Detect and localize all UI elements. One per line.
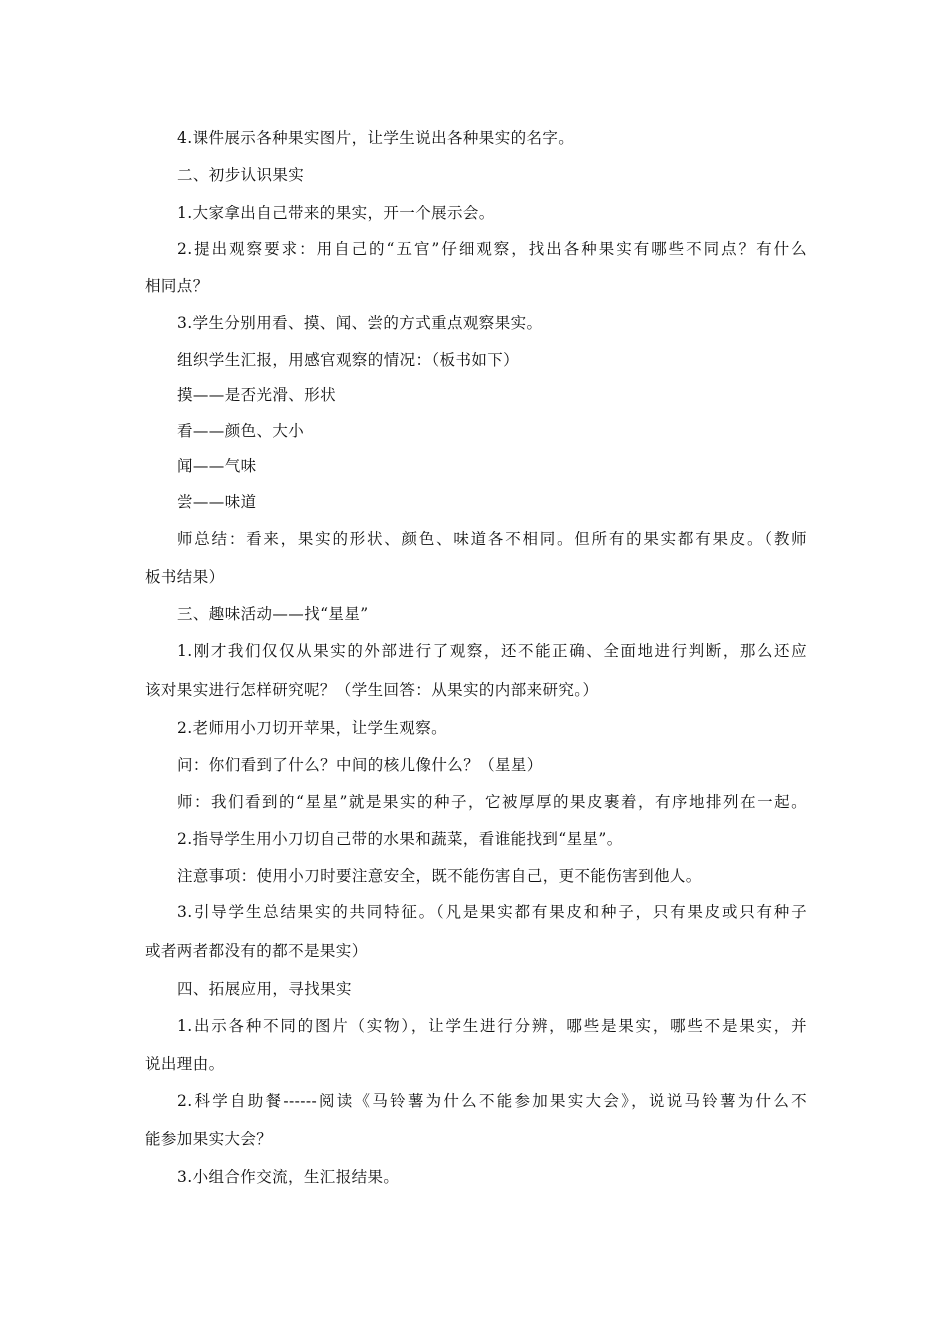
text-line: 3.学生分别用看、摸、闻、尝的方式重点观察果实。 xyxy=(177,314,543,332)
text-line: 3.小组合作交流，生汇报结果。 xyxy=(177,1168,400,1186)
text-line: 相同点？ xyxy=(145,277,209,295)
text-line: 该对果实进行怎样研究呢？（学生回答：从果实的内部来研究。） xyxy=(145,681,599,699)
section-heading: 二、初步认识果实 xyxy=(177,166,305,184)
text-line: 闻——气味 xyxy=(177,457,257,475)
section-heading: 四、拓展应用，寻找果实 xyxy=(177,980,352,998)
text-line: 4.课件展示各种果实图片，让学生说出各种果实的名字。 xyxy=(177,129,575,147)
text-line: 1.出示各种不同的图片（实物），让学生进行分辨，哪些是果实，哪些不是果实，并 xyxy=(177,1017,807,1035)
text-line: 组织学生汇报，用感官观察的情况：（板书如下） xyxy=(177,351,520,369)
text-line: 2.老师用小刀切开苹果，让学生观察。 xyxy=(177,719,447,737)
text-line: 问：你们看到了什么？中间的核儿像什么？（星星） xyxy=(177,756,543,774)
text-line: 1.刚才我们仅仅从果实的外部进行了观察，还不能正确、全面地进行判断，那么还应 xyxy=(177,642,807,660)
text-line: 师：我们看到的“星星”就是果实的种子，它被厚厚的果皮裹着，有序地排列在一起。 xyxy=(177,793,807,811)
text-line: 师总结：看来，果实的形状、颜色、味道各不相同。但所有的果实都有果皮。（教师 xyxy=(177,530,807,548)
text-line: 摸——是否光滑、形状 xyxy=(177,386,337,404)
text-line: 1.大家拿出自己带来的果实，开一个展示会。 xyxy=(177,204,495,222)
text-line: 或者两者都没有的都不是果实） xyxy=(145,942,368,960)
text-line: 能参加果实大会？ xyxy=(145,1130,273,1148)
text-line: 2.科学自助餐------阅读《马铃薯为什么不能参加果实大会》，说说马铃薯为什么不 xyxy=(177,1092,807,1110)
text-line: 注意事项：使用小刀时要注意安全，既不能伤害自己，更不能伤害到他人。 xyxy=(177,867,702,885)
text-line: 3.引导学生总结果实的共同特征。（凡是果实都有果皮和种子，只有果皮或只有种子 xyxy=(177,903,807,921)
section-heading: 三、趣味活动——找“星星” xyxy=(177,605,369,623)
text-line: 尝——味道 xyxy=(177,493,257,511)
text-line: 2.指导学生用小刀切自己带的水果和蔬菜，看谁能找到“星星”。 xyxy=(177,830,623,848)
text-line: 看——颜色、大小 xyxy=(177,422,305,440)
text-line: 说出理由。 xyxy=(145,1055,225,1073)
text-line: 板书结果） xyxy=(145,568,225,586)
text-line: 2.提出观察要求：用自己的“五官”仔细观察，找出各种果实有哪些不同点？有什么 xyxy=(177,240,807,258)
